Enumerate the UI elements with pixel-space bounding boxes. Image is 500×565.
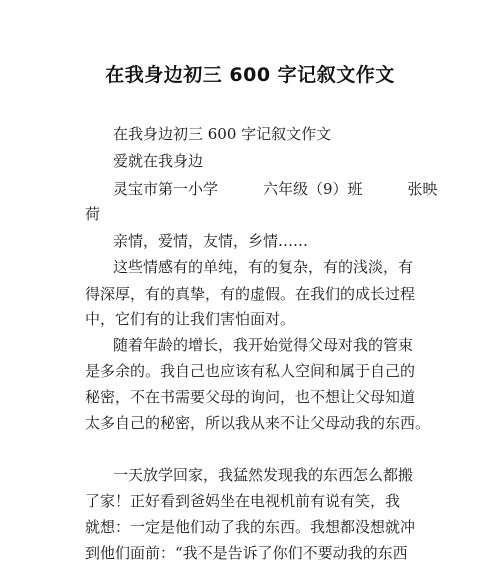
body-line: 这些情感有的单纯，有的复杂，有的浅淡，有 <box>113 258 414 276</box>
body-line: 荷 <box>85 205 101 223</box>
body-line: 亲情，爱情，友情，乡情…… <box>113 232 309 250</box>
body-line: 到他们面前：“我不是告诉了你们不要动我的东西 <box>85 544 408 562</box>
body-line: 爱就在我身边 <box>113 152 204 170</box>
body-line: 灵宝市第一小学 六年级（9）班 张映 <box>113 180 438 198</box>
document-title: 在我身边初三 600 字记叙文作文 <box>105 64 395 86</box>
body-line: 秘密，不在书需要父母的询问，也不想让父母知道 <box>85 388 416 406</box>
body-line: 得深厚，有的真挚，有的虚假。在我们的成长过程 <box>85 285 416 303</box>
body-line: 随着年龄的增长，我开始觉得父母对我的管束 <box>113 336 414 354</box>
body-line: 在我身边初三 600 字记叙文作文 <box>113 125 332 143</box>
body-line: 一天放学回家，我猛然发现我的东西怎么都搬 <box>113 466 414 484</box>
body-line: 就想：一定是他们动了我的东西。我想都没想就冲 <box>85 518 416 536</box>
body-line: 中，它们有的让我们害怕面对。 <box>85 310 296 328</box>
body-line: 了家！正好看到爸妈坐在电视机前有说有笑，我 <box>85 492 401 510</box>
body-line: 是多余的。我自己也应该有私人空间和属于自己的 <box>85 362 416 380</box>
body-line: 太多自己的秘密，所以我从来不让父母动我的东西。 <box>85 414 431 432</box>
